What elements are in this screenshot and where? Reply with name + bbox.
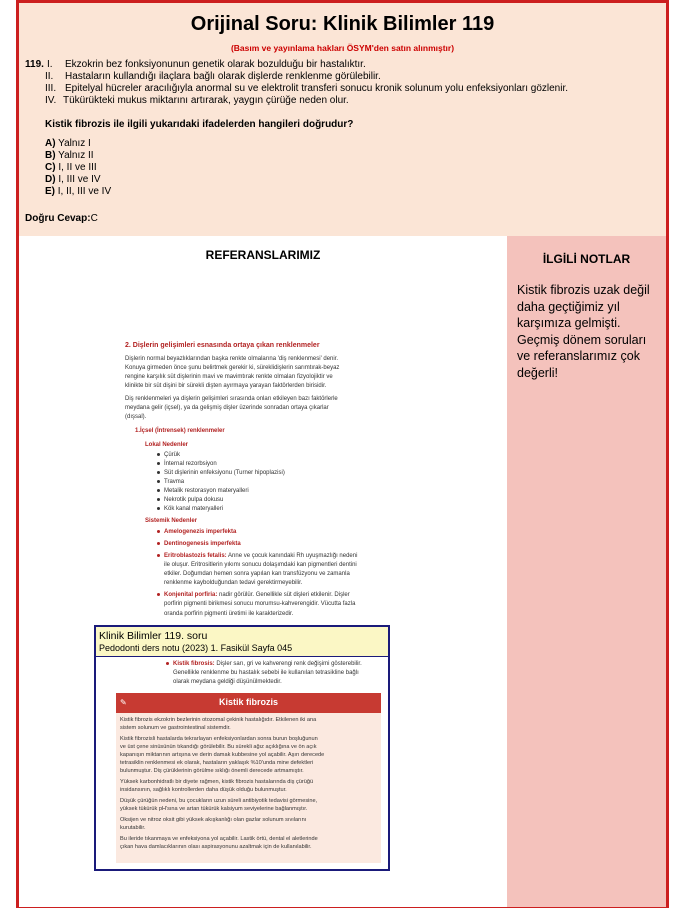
kf-line: Düşük çürüğün nedeni, bu çocukların uzun süreli antibiyotik tedavisi görmesine, xyxy=(120,798,318,804)
references-title: REFERANSLARIMIZ xyxy=(205,248,321,262)
kf-line: kurutabilir. xyxy=(120,825,146,831)
kf-box-header xyxy=(116,693,381,713)
book-line: olarak meydana geldiği düşünülmektedir. xyxy=(173,679,282,685)
option-letter: D) xyxy=(45,174,56,185)
kf-line: yüksek tükürük pH'sına ve artan tükürük kalsiyum seviyelerine bağlanmıştır. xyxy=(120,806,308,812)
kf-line: insidansının, sağlıklı kontrollerden daha düşük olduğu bulunmuştur. xyxy=(120,787,287,793)
kf-line: sistem solunum ve gastrointestinal sistemdir. xyxy=(120,725,231,731)
source-title: Klinik Bilimler 119. soru xyxy=(99,630,208,642)
book-list-item: Metalik restorasyon materyalleri xyxy=(157,488,249,494)
question-prompt: Kistik fibrozis ile ilgili yukarıdaki ifadelerden hangileri doğrudur? xyxy=(45,119,354,130)
option-d xyxy=(45,174,101,185)
option-letter: E) xyxy=(45,186,55,197)
correct-answer xyxy=(25,213,98,224)
source-header xyxy=(96,627,388,657)
statement-roman: II. xyxy=(45,71,54,82)
book-subheading: 1.İçsel (İntrensek) renklenmeler xyxy=(135,428,225,434)
book-line: etkiler. Doğumdan hemen sonra yapılan kan transfüzyonu ve zamanla xyxy=(164,571,350,577)
statement-roman: III. xyxy=(45,83,57,94)
kf-line: Kistik fibrozis ekzokrin bezlerinin otozomal çekinik hastalığıdır. Etkilenen iki ana xyxy=(120,717,317,723)
page-frame xyxy=(16,0,669,908)
kf-line: Oksijen ve nitroz oksit gibi yüksek akışkanlığı olan gazlar solunum sıvılarını xyxy=(120,817,307,823)
option-letter: B) xyxy=(45,150,56,161)
statement-roman: I. xyxy=(47,59,53,70)
book-list-item: Kistik fibrosis: Dişler sarı, gri ve kahverengi renk değişimi gösterebilir. xyxy=(166,661,362,667)
book-heading: 2. Dişlerin gelişimleri esnasında ortaya çıkan renklenmeler xyxy=(125,342,320,349)
book-list-item: Travma xyxy=(157,479,184,485)
option-a xyxy=(45,138,91,149)
page-title: Orijinal Soru: Klinik Bilimler 119 xyxy=(190,13,495,35)
book-line: porfirin pigmenti birikmesi sonucu morumsu-kahverengidir. Vücutta fazla xyxy=(164,601,356,607)
book-list-item: Konjenital porfiria: nadir görülür. Genellikle süt dişleri etkilenir. Dişler xyxy=(157,592,350,598)
statement-text: Hastaların kullandığı ilaçlara bağlı olarak dişlerde renklenme görülebilir. xyxy=(65,71,381,82)
kf-line: tetrasiklin renklenmesi ek olarak, hastaların yaklaşık %10'unda mine defektleri xyxy=(120,760,314,766)
kf-line: Kistik fibrozisli hastalarda tekrarlayan enfeksiyonlardan sonra burun boşluğunun xyxy=(120,736,318,742)
option-text: I, III ve IV xyxy=(58,174,101,185)
kistik-fibrozis-box xyxy=(116,693,381,863)
book-list-item: Çürük xyxy=(157,452,180,458)
option-letter: A) xyxy=(45,138,56,149)
option-c xyxy=(45,162,97,173)
book-list-item: Dentinogenesis imperfekta xyxy=(157,541,241,547)
book-subheading: Lokal Nedenler xyxy=(145,442,189,448)
book-line: renklenme kaybolduğundan tedavi gerektirmeyebilir. xyxy=(164,580,303,586)
book-line: (dışsal). xyxy=(125,414,147,420)
option-text: I, II, III ve IV xyxy=(57,186,112,197)
statement-text: Epitelyal hücreler aracılığıyla anormal su ve elektrolit transferi sonucu kronik solunum yolu enfeksiyonları gözlenir. xyxy=(65,83,569,94)
option-e xyxy=(45,186,111,197)
book-line: oranda porfirin pigmenti üretimi ile karakterizedir. xyxy=(164,611,294,617)
book-list-item: Nekrotik pulpa dokusu xyxy=(157,497,223,503)
question-panel xyxy=(19,3,666,235)
statement-text: Tükürükteki mukus miktarını artırarak, yaygın çürüğe neden olur. xyxy=(63,95,349,106)
option-text: Yalnız I xyxy=(58,138,91,149)
kf-line: çıkan hava damlacıklarının olası aspirasyonunu azaltmak için de kullanılabilir. xyxy=(120,844,312,850)
statement-roman: IV. xyxy=(45,95,57,106)
book-list-item: Eritroblastozis fetalis: Anne ve çocuk kanındaki Rh uyuşmazlığı nedeni xyxy=(157,553,357,559)
notes-title: İLGİLİ NOTLAR xyxy=(542,252,631,266)
book-list-item: Amelogenezis imperfekta xyxy=(157,529,236,535)
kf-line: kapanışın miktarının artışına ve derin damak kubbesine yol açabilir. Aşırı derecede xyxy=(120,752,325,758)
kf-line: bulunmuştur. Diş çürüklerinin görülme sıklığı önemli derecede artmamıştır. xyxy=(120,768,304,774)
option-b xyxy=(45,150,94,161)
kf-line: ve üst çene sinüsünün tıkandığı görülebilir. Bu sürekli ağız açıklığına ve ön açık xyxy=(120,744,317,750)
book-subheading: Sistemik Nedenler xyxy=(145,518,198,524)
copyright-notice: (Basım ve yayınlama hakları ÖSYM'den satın alınmıştır) xyxy=(230,43,455,53)
question-number: 119. xyxy=(25,59,44,70)
book-line: Konuya girmeden önce şunu belirtmek gerekir ki, süreklidişlerin sarımtırak-beyaz xyxy=(125,365,340,371)
option-text: Yalnız II xyxy=(58,150,94,161)
book-line: Genellikle renklenme bu hastalık sebebi ile kullanılan tetrasikline bağlı xyxy=(173,670,359,676)
book-line: Dişlerin normal beyazlıklarından başka renkte olmalarına 'diş renklenmesi' denir. xyxy=(125,356,339,362)
option-text: I, II ve III xyxy=(58,162,97,173)
answer-label: Doğru Cevap: xyxy=(25,213,91,224)
source-citation: Pedodonti ders notu (2023) 1. Fasikül Sayfa 045 xyxy=(99,643,293,653)
book-list-item: Süt dişlerinin enfeksiyonu (Turner hipoplazisi) xyxy=(157,470,285,476)
notes-panel xyxy=(507,236,666,907)
book-line: klinikte bir süt dişini bir sürekli dişten ayırmaya yarayan faktörlerden birisidir. xyxy=(125,383,327,389)
kf-line: Yüksek karbonhidratlı bir diyete rağmen, kistik fibrozis hastalarında diş çürüğü xyxy=(120,779,314,785)
references-panel xyxy=(19,236,507,907)
book-line: Diş renklenmeleri ya dişlerin gelişimleri sırasında onları etkileyen bazı faktörlerle xyxy=(125,396,338,402)
book-line: rengine karşılık süt dişlerinin mavi ve mavimtırak renkte olmaları fizyolojiktir ve xyxy=(125,374,333,380)
pencil-icon: ✎ xyxy=(120,698,127,707)
book-line: meydana gelir (içsel), ya da gelişmiş dişler üzerinde sonradan ortaya çıkarlar xyxy=(125,405,329,411)
source-card xyxy=(94,625,390,871)
option-letter: C) xyxy=(45,162,56,173)
book-line: ile oluşur. Eritrositlerin yıkımı sonucu dolaşımdaki kan pigmentleri dentini xyxy=(164,562,357,568)
answer-value: C xyxy=(90,213,98,224)
kf-line: Bu ileride tıkanmaya ve enfeksiyona yol açabilir. Lastik örtü, dental el aletlerinde xyxy=(120,836,318,842)
book-list-item: İnternal rezorbsiyon xyxy=(157,461,217,467)
textbook-excerpt xyxy=(117,334,397,628)
statement-text: Ekzokrin bez fonksiyonunun genetik olarak bozulduğu bir hastalıktır. xyxy=(65,59,366,70)
notes-text: Kistik fibrozis uzak değil daha geçtiğimiz yıl karşımıza gelmişti. Geçmiş dönem soruları ve referanslarımız çok değerli! xyxy=(517,283,650,380)
kf-box-title: Kistik fibrozis xyxy=(218,697,278,707)
book-list-item: Kök kanal materyalleri xyxy=(157,506,223,512)
